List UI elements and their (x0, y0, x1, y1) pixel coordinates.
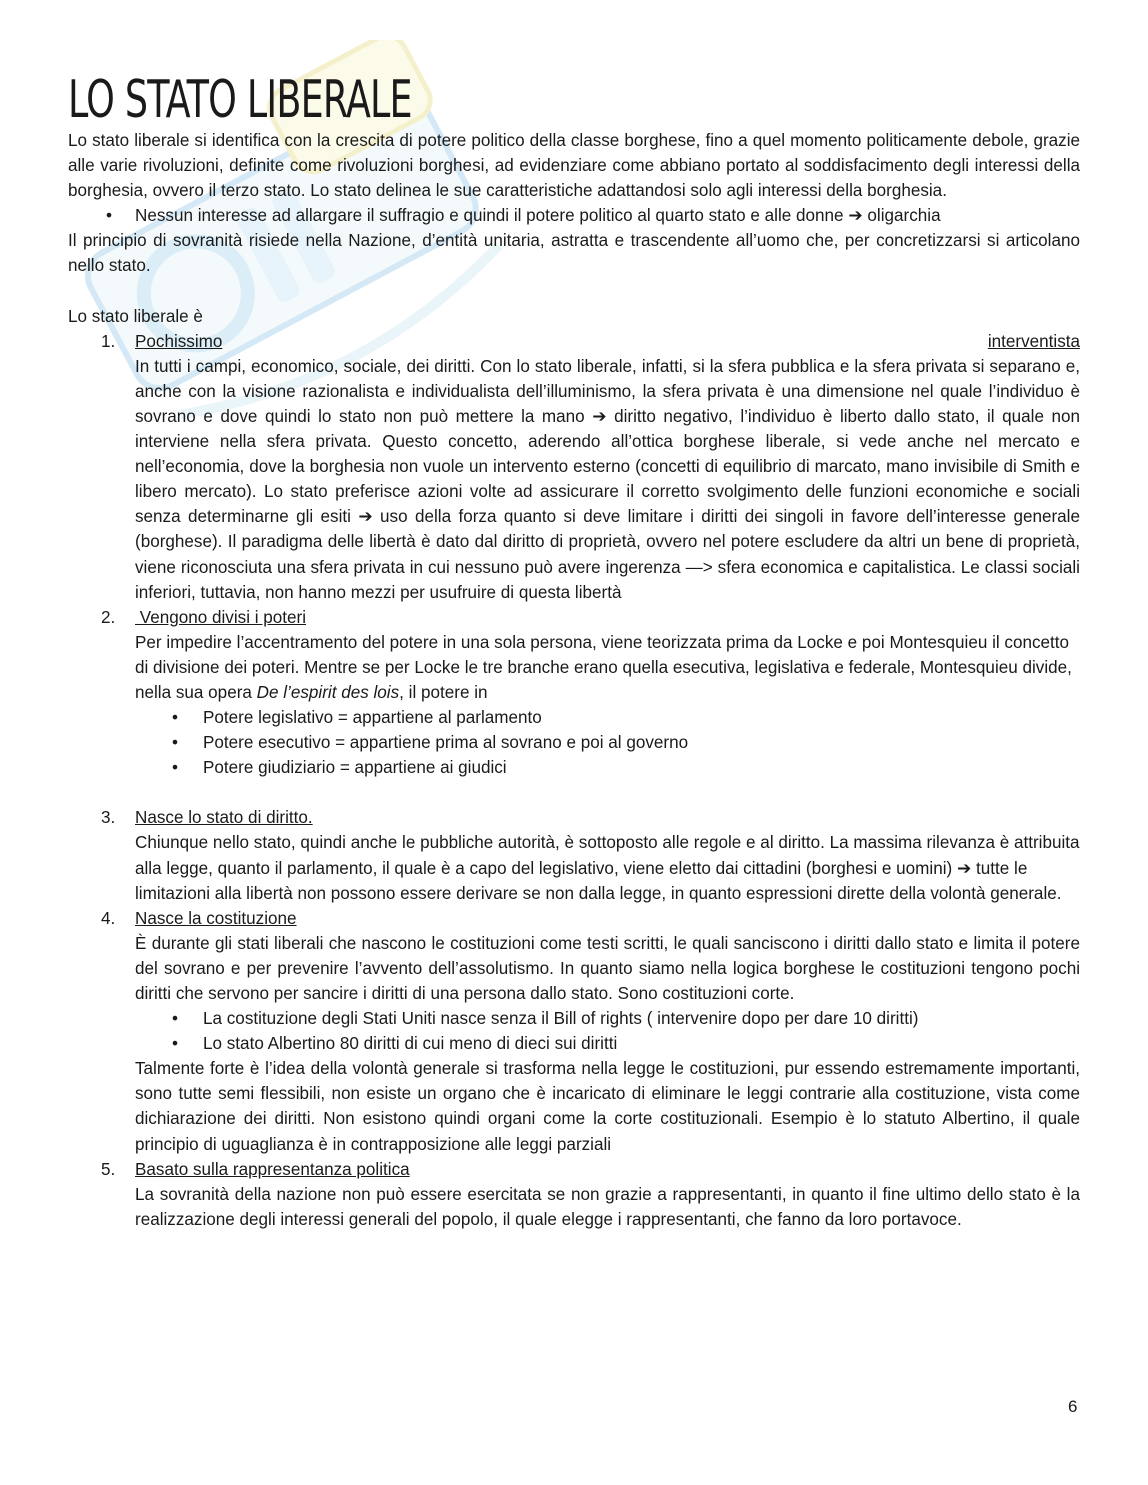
document-page (68, 72, 1080, 1232)
body-part: tutte le limitazioni alla libertà non possono essere derivare se non dalla legge, in quanto espressioni dirette della volontà generale. (135, 858, 1062, 903)
list-item-body: La sovranità della nazione non può essere esercitata se non grazie a rappresentanti, in quanto il fine ultimo dello stato è la realizzazione degli interessi generali del popolo, il quale elegge i rappresentanti, che fanno da loro portavoce. (135, 1184, 1080, 1229)
list-item-2 (68, 605, 1080, 705)
intro-paragraph: Lo stato liberale si identifica con la crescita di potere politico della classe borghese, fino a quel momento politicamente debole, grazie alle varie rivoluzioni, definite come rivoluzioni borghesi, ad evidenziare come abbiano portato al soddisfacimento degli interessi della borghesia, ovvero il terzo stato. Lo stato delinea le sue caratteristiche adattandosi solo agli interessi della borghesia. (68, 131, 1080, 201)
arrow-right-icon: ➔ (956, 858, 972, 878)
list-item-number: 4. (101, 908, 116, 928)
list-item-number: 5. (101, 1159, 116, 1179)
body-part: , il potere in (399, 682, 488, 702)
page-number: 6 (1068, 1397, 1078, 1416)
list-item-4 (68, 906, 1080, 1006)
sub-bullet: • La costituzione degli Stati Uniti nasce senza il Bill of rights ( intervenire dopo per dare 10 diritti) (68, 1006, 1080, 1031)
arrow-right-icon: ➔ (848, 206, 863, 226)
page-title: LO STATO LIBERALE (68, 70, 412, 130)
list-item-number: 3. (101, 808, 116, 828)
intro-bullet (68, 203, 1080, 228)
body-part: diritto negativo, l’individuo è liberto dallo stato, il quale non interviene nella sfera privata. Questo concetto, aderendo all’ottica borghese liberale, si vede anche nel mercato e nell’economia, dove la borghesia non vuole un intervento esterno (concetti di equilibrio di marcato, mano invisibile di Smith e libero mercato). Lo stato preferisce azioni volte ad assicurare il corretto svolgimento delle funzioni economiche e sociali senza determinarne gli esiti (135, 406, 1081, 527)
sub-bullet: • Lo stato Albertino 80 diritti di cui meno di dieci sui diritti (68, 1031, 1080, 1056)
sub-bullet: • Potere giudiziario = appartiene ai giudici (68, 755, 1080, 780)
list-item-heading (135, 329, 1080, 354)
intro-bullet-text: Nessun interesse ad allargare il suffragio e quindi il potere politico al quarto stato e alle donne (135, 206, 844, 226)
arrow-right-icon: ➔ (358, 507, 373, 527)
list-item-number: 2. (101, 607, 116, 627)
arrow-right-icon: ➔ (592, 406, 607, 426)
list-item-4-continued (68, 1056, 1080, 1156)
body-part: Chiunque nello stato, quindi anche le pubbliche autorità, è sottoposto alle regole e al diritto. La massima rilevanza è attribuita alla legge, quanto il parlamento, il quale è a capo del legislativo, viene eletto dai cittadini (borghesi e uomini) (135, 833, 1080, 878)
list-item-5 (68, 1157, 1080, 1232)
list-item-body (135, 830, 1080, 905)
list-item-heading: Nasce lo stato di diritto. (135, 808, 313, 828)
list-item-body (135, 630, 1080, 705)
list-item-3 (68, 805, 1080, 905)
list-item-number: 1. (101, 331, 116, 351)
body-part: In tutti i campi, economico, sociale, dei diritti. Con lo stato liberale, infatti, si la sfera pubblica e la sfera privata si separano e, anche con la visione razionalista e individualista dell’illuminismo, la sfera privata è una dimensione nel quale l’individuo è sovrano e dove quindi lo stato non può mettere la mano (135, 356, 1080, 426)
list-intro: Lo stato liberale è (68, 306, 203, 326)
sub-bullet: • Potere esecutivo = appartiene prima al sovrano e poi al governo (68, 730, 1080, 755)
heading-right: interventista (987, 331, 1080, 351)
list-item-body: È durante gli stati liberali che nascono le costituzioni come testi scritti, le quali sanciscono i diritti dallo stato e limita il potere del sovrano e per prevenire l’avvento dell’assolutismo. In quanto siamo nella logica borghese le costituzioni tengono pochi diritti che servono per sancire i diritti di una persona dallo stato. Sono costituzioni corte. (135, 933, 1080, 1003)
list-item-heading: Nasce la costituzione (135, 908, 297, 928)
list-item-heading: Vengono divisi i poteri (135, 607, 307, 627)
body-part: uso della forza quanto si deve limitare i diritti dei singoli in favore dell’interesse generale (borghese). Il paradigma delle libertà è dato dal diritto di proprietà, ovvero nel potere escludere da altri un bene di proprietà, viene riconosciuta una sfera privata in cui nessuno può avere ingerenza —> sfera economica e capitalistica. Le classi sociali inferiori, tuttavia, non hanno mezzi per usufruire di questa libertà (135, 507, 1080, 602)
sub-bullet: • Potere legislativo = appartiene al parlamento (68, 705, 1080, 730)
intro-bullet-conclusion: oligarchia (867, 206, 941, 226)
list-item-body (135, 354, 1080, 605)
work-title: De l’espirit des lois (256, 682, 400, 702)
heading-left: Pochissimo (135, 331, 223, 351)
sovereignty-paragraph: Il principio di sovranità risiede nella Nazione, d’entità unitaria, astratta e trascendente all’uomo che, per concretizzarsi si articolano nello stato. (68, 231, 1080, 276)
list-item-heading: Basato sulla rappresentanza politica (135, 1159, 410, 1179)
list-item-body: Talmente forte è l’idea della volontà generale si trasforma nella legge le costituzioni, pur essendo estremamente importanti, sono tutte semi flessibili, non esiste un organo che è incaricato di eliminare le leggi contrarie alla costituzione, vista come dichiarazione dei diritti. Non esistono quindi organi come la corte costituzionali. Esempio è lo statuto Albertino, il quale principio di uguaglianza è in contrapposizione alle leggi parziali (135, 1059, 1080, 1154)
spacer (68, 279, 1080, 304)
list-item-1 (68, 329, 1080, 605)
body-part: Per impedire l’accentramento del potere in una sola persona, viene teorizzata prima da Locke e poi Montesquieu il concetto di divisione dei poteri. Mentre se per Locke le tre branche erano quella esecutiva, legislativa e federale, Montesquieu divide, nella sua opera (135, 632, 1072, 702)
spacer (68, 780, 1080, 805)
